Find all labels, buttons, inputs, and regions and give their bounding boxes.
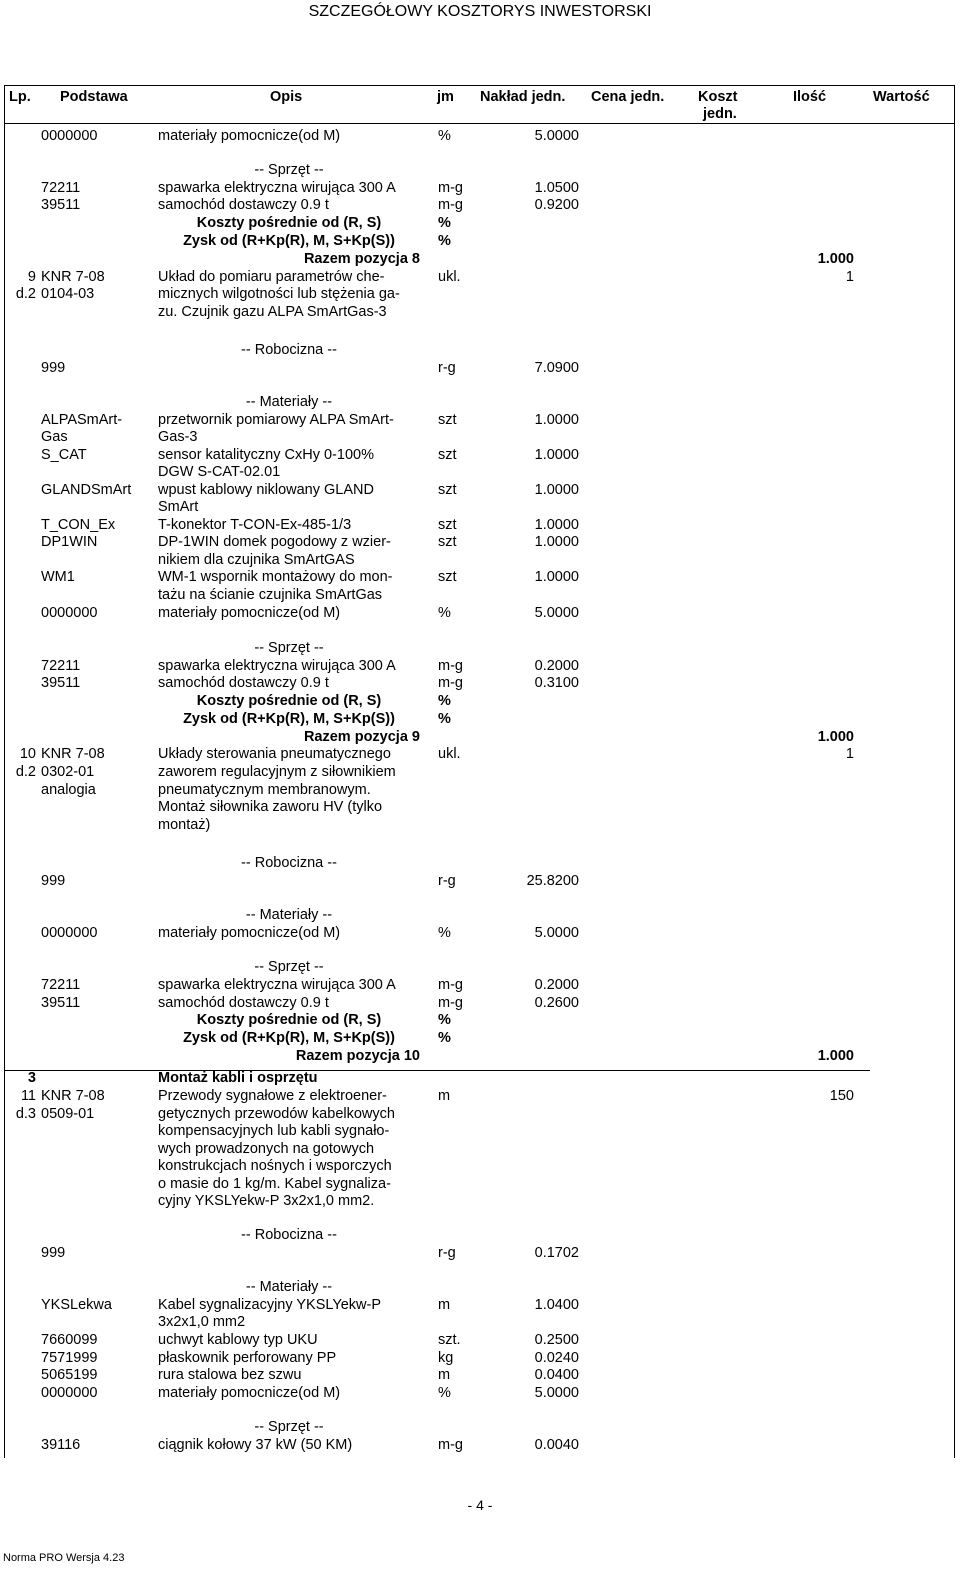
cell-opis: zaworem regulacyjnym z siłownikiem — [158, 764, 396, 780]
cell-opis: Montaż siłownika zaworu HV (tylko — [158, 799, 383, 815]
cell-jm: ukl. — [438, 269, 461, 285]
cell-podstawa: 0509-01 — [41, 1106, 95, 1122]
cell-naklad: 1.0000 — [534, 534, 579, 550]
cell-naklad: 7.0900 — [534, 360, 579, 376]
cell-ilosc: 1 — [845, 746, 854, 762]
cell-opis: montaż) — [158, 817, 211, 833]
cell-naklad: 0.2000 — [534, 658, 579, 674]
cell-podstawa: DP1WIN — [41, 534, 98, 550]
cell-opis: -- Sprzęt -- — [254, 959, 324, 975]
cell-ilosc: 1.000 — [817, 251, 854, 267]
cell-naklad: 1.0500 — [534, 180, 579, 196]
cell-podstawa: KNR 7-08 — [41, 269, 105, 285]
cell-opis: Montaż kabli i osprzętu — [158, 1070, 318, 1086]
cell-opis: DGW S-CAT-02.01 — [158, 464, 281, 480]
cell-podstawa: 999 — [41, 873, 66, 889]
cell-jm: szt — [438, 412, 457, 428]
cell-jm: % — [438, 215, 451, 231]
cell-opis: kompensacyjnych lub kabli sygnało- — [158, 1123, 390, 1139]
cell-lp: 3 — [27, 1070, 36, 1086]
cell-jm: szt — [438, 569, 457, 585]
cell-opis: Razem pozycja 10 — [295, 1048, 420, 1064]
cell-opis: -- Robocizna -- — [241, 1227, 337, 1243]
header-koszt: Koszt — [698, 89, 738, 105]
cell-opis: materiały pomocnicze(od M) — [158, 605, 341, 621]
cell-podstawa: 39511 — [41, 675, 81, 691]
cell-jm: m-g — [438, 197, 463, 213]
cell-jm: m — [438, 1297, 451, 1313]
software-version: Norma PRO Wersja 4.23 — [3, 1552, 125, 1564]
cell-jm: kg — [438, 1350, 454, 1366]
cell-jm: % — [438, 693, 451, 709]
cell-lp: 9 — [27, 269, 36, 285]
cell-jm: m — [438, 1088, 451, 1104]
cell-jm: m-g — [438, 675, 463, 691]
cell-opis: spawarka elektryczna wirująca 300 A — [158, 180, 396, 196]
cell-podstawa: S_CAT — [41, 447, 87, 463]
header-naklad: Nakład jedn. — [480, 89, 566, 105]
cell-naklad: 0.0040 — [534, 1437, 579, 1453]
header-lp: Lp. — [9, 89, 31, 105]
cell-opis: Zysk od (R+Kp(R), M, S+Kp(S)) — [183, 233, 395, 249]
cell-opis: T-konektor T-CON-Ex-485-1/3 — [158, 517, 352, 533]
cell-ilosc: 1.000 — [817, 1048, 854, 1064]
cell-opis: 3x2x1,0 mm2 — [158, 1314, 246, 1330]
cell-podstawa: 72211 — [41, 977, 81, 993]
cell-ilosc: 1.000 — [817, 729, 854, 745]
cell-jm: m-g — [438, 1437, 463, 1453]
cell-podstawa: 0000000 — [41, 605, 98, 621]
cell-opis: materiały pomocnicze(od M) — [158, 1385, 341, 1401]
cell-opis: Zysk od (R+Kp(R), M, S+Kp(S)) — [183, 1030, 395, 1046]
header-koszt-jedn: jedn. — [703, 106, 737, 122]
cell-opis: -- Robocizna -- — [241, 855, 337, 871]
cell-opis: -- Robocizna -- — [241, 342, 337, 358]
cell-opis: DP-1WIN domek pogodowy z wzier- — [158, 534, 391, 550]
cell-opis: Koszty pośrednie od (R, S) — [196, 693, 382, 709]
cell-opis: wych prowadzonych na gotowych — [158, 1141, 375, 1157]
cell-jm: szt — [438, 534, 457, 550]
cell-opis: -- Sprzęt -- — [254, 1419, 324, 1435]
cell-podstawa: 0000000 — [41, 128, 98, 144]
header-wartosc: Wartość — [873, 89, 930, 105]
cell-opis: nikiem dla czujnika SmArtGAS — [158, 552, 355, 568]
cell-opis: Zysk od (R+Kp(R), M, S+Kp(S)) — [183, 711, 395, 727]
cell-lp: d.2 — [15, 764, 36, 780]
right-border — [954, 85, 955, 1458]
header-podstawa: Podstawa — [60, 89, 128, 105]
header-jm: jm — [437, 89, 454, 105]
cell-podstawa: 7571999 — [41, 1350, 98, 1366]
cell-podstawa: 0302-01 — [41, 764, 95, 780]
cell-lp: d.2 — [15, 286, 36, 302]
cell-ilosc: 1 — [845, 269, 854, 285]
cell-ilosc: 150 — [829, 1088, 854, 1104]
cell-jm: szt. — [438, 1332, 461, 1348]
cell-jm: szt — [438, 482, 457, 498]
cell-jm: % — [438, 711, 451, 727]
cell-opis: WM-1 wspornik montażowy do mon- — [158, 569, 393, 585]
cell-naklad: 5.0000 — [534, 605, 579, 621]
cell-opis: Razem pozycja 9 — [303, 729, 420, 745]
cell-opis: ciągnik kołowy 37 kW (50 KM) — [158, 1437, 353, 1453]
cell-opis: micznych wilgotności lub stężenia ga- — [158, 286, 400, 302]
cell-opis: uchwyt kablowy typ UKU — [158, 1332, 318, 1348]
cell-opis: rura stalowa bez szwu — [158, 1367, 302, 1383]
cell-jm: r-g — [438, 873, 456, 889]
cell-podstawa: KNR 7-08 — [41, 746, 105, 762]
cell-opis: Gas-3 — [158, 429, 198, 445]
header-bottom-border — [4, 123, 954, 124]
cell-opis: Razem pozycja 8 — [303, 251, 420, 267]
cell-opis: wpust kablowy niklowany GLAND — [158, 482, 374, 498]
cell-podstawa: 999 — [41, 360, 66, 376]
cell-opis: -- Materiały -- — [245, 907, 333, 923]
header-cena: Cena jedn. — [591, 89, 665, 105]
cell-jm: r-g — [438, 1245, 456, 1261]
cell-jm: m-g — [438, 658, 463, 674]
cell-naklad: 0.9200 — [534, 197, 579, 213]
table-top-border — [4, 85, 954, 86]
cell-opis: o masie do 1 kg/m. Kabel sygnaliza- — [158, 1176, 391, 1192]
cell-opis: samochód dostawczy 0.9 t — [158, 995, 329, 1011]
cell-opis: pneumatycznym membranowym. — [158, 782, 371, 798]
cell-opis: Układ do pomiaru parametrów che- — [158, 269, 385, 285]
cell-opis: tażu na ścianie czujnika SmArtGas — [158, 587, 383, 603]
cell-opis: samochód dostawczy 0.9 t — [158, 675, 329, 691]
cell-podstawa: 72211 — [41, 180, 81, 196]
cell-opis: płaskownik perforowany PP — [158, 1350, 337, 1366]
cell-podstawa: 39511 — [41, 197, 81, 213]
cell-jm: szt — [438, 447, 457, 463]
cell-opis: sensor katalityczny CxHy 0-100% — [158, 447, 374, 463]
cell-naklad: 0.3100 — [534, 675, 579, 691]
cell-podstawa: GLANDSmArt — [41, 482, 132, 498]
cell-naklad: 5.0000 — [534, 1385, 579, 1401]
cell-opis: -- Materiały -- — [245, 1279, 333, 1295]
cell-jm: % — [438, 128, 451, 144]
cell-opis: materiały pomocnicze(od M) — [158, 925, 341, 941]
cell-podstawa: WM1 — [41, 569, 75, 585]
cell-naklad: 5.0000 — [534, 925, 579, 941]
cell-podstawa: 72211 — [41, 658, 81, 674]
cell-opis: konstrukcjach nośnych i wsporczych — [158, 1158, 392, 1174]
cell-opis: Kabel sygnalizacyjny YKSLYekw-P — [158, 1297, 381, 1313]
cell-naklad: 0.2600 — [534, 995, 579, 1011]
cell-jm: m-g — [438, 180, 463, 196]
cell-naklad: 0.0400 — [534, 1367, 579, 1383]
cell-lp: d.3 — [15, 1106, 36, 1122]
cell-jm: m-g — [438, 977, 463, 993]
cell-opis: -- Sprzęt -- — [254, 640, 324, 656]
cell-podstawa: 0000000 — [41, 925, 98, 941]
cell-naklad: 1.0000 — [534, 569, 579, 585]
header-opis: Opis — [270, 89, 303, 105]
page-title: SZCZEGÓŁOWY KOSZTORYS INWESTORSKI — [308, 3, 652, 20]
cell-jm: m-g — [438, 995, 463, 1011]
cell-opis: cyjny YKSLYekw-P 3x2x1,0 mm2. — [158, 1193, 375, 1209]
cell-podstawa: 999 — [41, 1245, 66, 1261]
cell-podstawa: 7660099 — [41, 1332, 98, 1348]
cell-jm: % — [438, 233, 451, 249]
cell-podstawa: 0104-03 — [41, 286, 95, 302]
cell-jm: ukl. — [438, 746, 461, 762]
cell-jm: % — [438, 1030, 451, 1046]
cell-jm: % — [438, 1012, 451, 1028]
cell-opis: getycznych przewodów kabelkowych — [158, 1106, 395, 1122]
cell-podstawa: analogia — [41, 782, 96, 798]
cell-podstawa: 0000000 — [41, 1385, 98, 1401]
cell-opis: spawarka elektryczna wirująca 300 A — [158, 977, 396, 993]
cell-naklad: 0.2000 — [534, 977, 579, 993]
cell-opis: SmArt — [158, 499, 199, 515]
cell-naklad: 1.0000 — [534, 447, 579, 463]
cell-opis: -- Materiały -- — [245, 394, 333, 410]
section-separator — [4, 1070, 870, 1071]
cell-jm: m — [438, 1367, 451, 1383]
cell-podstawa: ALPASmArt- — [41, 412, 123, 428]
cell-opis: samochód dostawczy 0.9 t — [158, 197, 329, 213]
cell-opis: Układy sterowania pneumatycznego — [158, 746, 391, 762]
cell-opis: materiały pomocnicze(od M) — [158, 128, 341, 144]
cell-opis: -- Sprzęt -- — [254, 162, 324, 178]
cell-naklad: 0.1702 — [534, 1245, 579, 1261]
cell-podstawa: 5065199 — [41, 1367, 98, 1383]
cell-opis: Koszty pośrednie od (R, S) — [196, 1012, 382, 1028]
cell-jm: r-g — [438, 360, 456, 376]
cell-naklad: 1.0000 — [534, 482, 579, 498]
cell-lp: 11 — [20, 1088, 36, 1104]
cell-naklad: 25.8200 — [526, 873, 579, 889]
cell-opis: zu. Czujnik gazu ALPA SmArtGas-3 — [158, 304, 387, 320]
cell-podstawa: Gas — [41, 429, 68, 445]
cell-naklad: 1.0000 — [534, 517, 579, 533]
cell-naklad: 0.2500 — [534, 1332, 579, 1348]
cell-opis: Przewody sygnałowe z elektroener- — [158, 1088, 387, 1104]
cell-podstawa: 39116 — [41, 1437, 81, 1453]
cell-opis: przetwornik pomiarowy ALPA SmArt- — [158, 412, 394, 428]
header-ilosc: Ilość — [793, 89, 827, 105]
cell-podstawa: KNR 7-08 — [41, 1088, 105, 1104]
cell-naklad: 5.0000 — [534, 128, 579, 144]
page-number: - 4 - — [467, 1497, 493, 1513]
cell-jm: szt — [438, 517, 457, 533]
cell-opis: spawarka elektryczna wirująca 300 A — [158, 658, 396, 674]
left-border — [4, 85, 5, 1458]
cell-podstawa: YKSLekwa — [41, 1297, 112, 1313]
cell-jm: % — [438, 925, 451, 941]
cell-jm: % — [438, 1385, 451, 1401]
cell-naklad: 1.0000 — [534, 412, 579, 428]
cell-naklad: 0.0240 — [534, 1350, 579, 1366]
cell-naklad: 1.0400 — [534, 1297, 579, 1313]
cell-podstawa: T_CON_Ex — [41, 517, 116, 533]
cell-podstawa: 39511 — [41, 995, 81, 1011]
cell-lp: 10 — [19, 746, 36, 762]
cell-jm: % — [438, 605, 451, 621]
cell-opis: Koszty pośrednie od (R, S) — [196, 215, 382, 231]
